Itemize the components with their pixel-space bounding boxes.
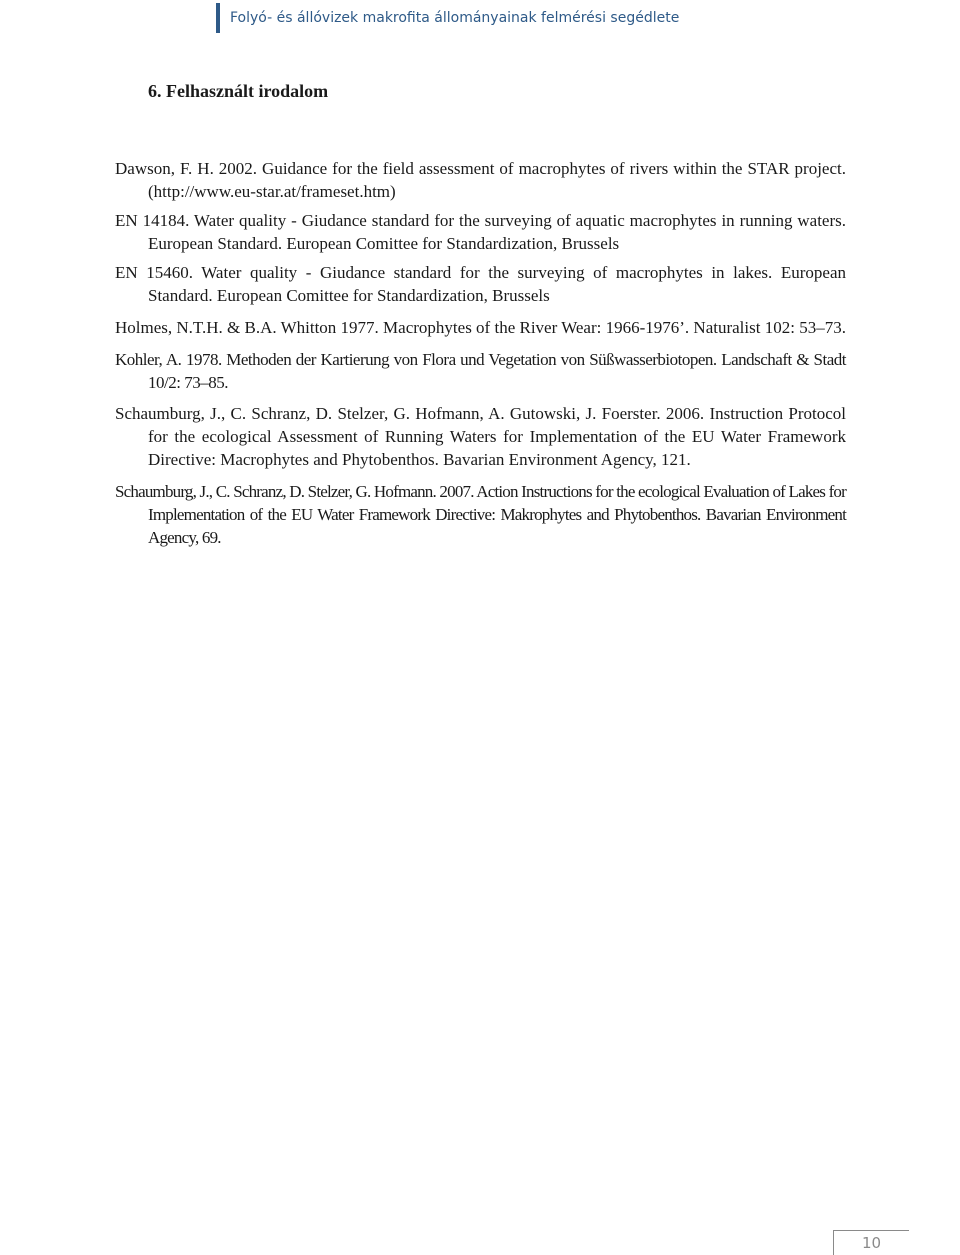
page-number — [833, 1230, 909, 1255]
reference-entry: Schaumburg, J., C. Schranz, D. Stelzer, G. Hofmann, A. Gutowski, J. Foerster. 2006. Instruction Protocol for the ecological Assessment of Running Waters for Implementation of the EU Water Framework Directive: Macrophytes and Phytobenthos. Bavarian Environment Agency, 121. — [115, 404, 846, 469]
running-header — [216, 3, 679, 33]
reference-entry: Kohler, A. 1978. Methoden der Kartierung von Flora und Vegetation von Süßwasserbiotopen. Landschaft & Stadt 10/2: 73–85. — [115, 350, 846, 392]
reference-entry: Schaumburg, J., C. Schranz, D. Stelzer, G. Hofmann. 2007. Action Instructions for the ecological Evaluation of Lakes for Implementation of the EU Water Framework Directive: Makrophytes and Phytobenthos. Bavarian Environment Agency, 69. — [115, 482, 846, 547]
running-header-title: Folyó- és állóvizek makrofita állományainak felmérési segédlete — [230, 10, 680, 26]
reference-entry: EN 14184. Water quality - Giudance standard for the surveying of aquatic macrophytes in running waters. European Standard. European Comittee for Standardization, Brussels — [115, 211, 846, 253]
reference-entry: EN 15460. Water quality - Giudance standard for the surveying of macrophytes in lakes. European Standard. European Comittee for Standardization, Brussels — [115, 263, 846, 305]
reference-entry: Dawson, F. H. 2002. Guidance for the field assessment of macrophytes of rivers within the STAR project. (http://www.eu-star.at/frameset.htm) — [115, 159, 846, 201]
section-title: 6. Felhasznált irodalom — [148, 81, 329, 101]
page-number-label: 10 — [861, 1234, 882, 1252]
reference-list — [115, 157, 846, 549]
reference-entry: Holmes, N.T.H. & B.A. Whitton 1977. Macrophytes of the River Wear: 1966-1976’. Naturalist 102: 53–73. — [115, 318, 846, 337]
